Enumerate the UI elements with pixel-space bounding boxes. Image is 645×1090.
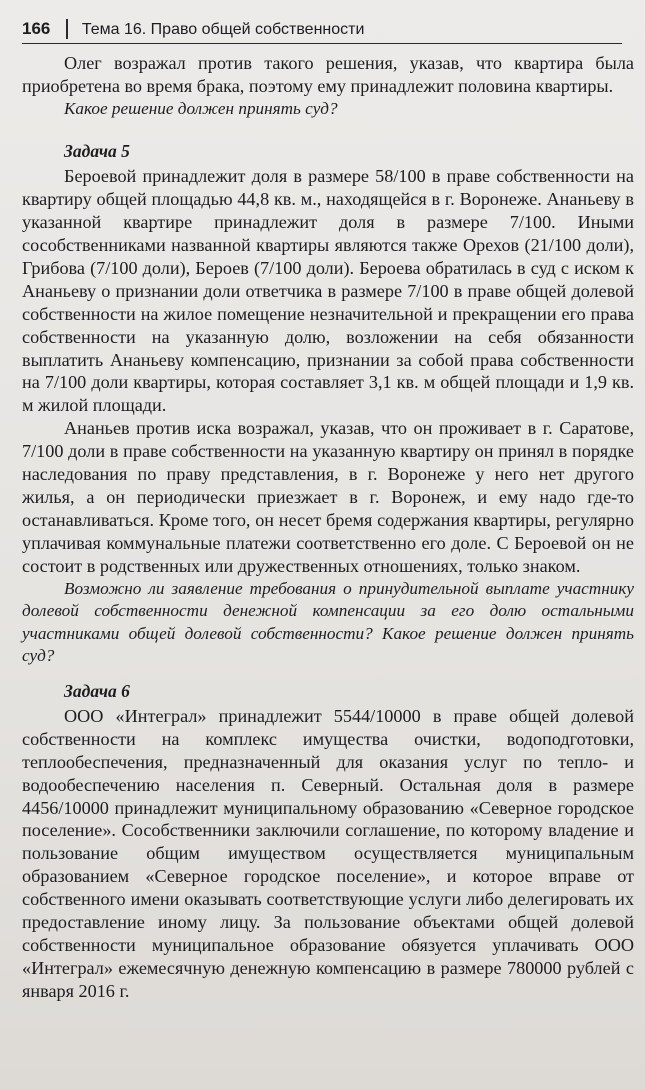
task5-question: Возможно ли заявление требования о принудительной выплате участнику долевой собственности денежной компенсации за его долю остальными участниками общей долевой собственности? Какое решение должен принять суд?	[22, 578, 634, 666]
header-divider	[66, 19, 68, 39]
page-number: 166	[22, 19, 51, 38]
task6-paragraph-1: ООО «Интеграл» принадлежит 5544/10000 в праве общей долевой собственности на комплекс имущества очистки, водоподготовки, теплообеспечения, предназначенный для оказания услуг по тепло- и водообеспечению населения п. Северный. Остальная доля в размере 4456/10000 принадлежит муниципальному образованию «Северное городское поселение». Сособственники заключили соглашение, по которому владение и пользование общим имуществом осуществляется муниципальным образованием «Северное городское поселение», и которое вправе от собственного имени оказывать соответствующие услуги либо делегировать их предоставление иному лицу. За пользование объектами общей долевой собственности муниципальное образование обязуется уплачивать ООО «Интеграл» ежемесячную денежную компенсацию в размере 780000 рублей с января 2016 г.	[22, 705, 634, 1001]
intro-paragraph: Олег возражал против такого решения, указав, что квартира была приобретена во время брака, поэтому ему принадлежит половина квартиры.	[22, 53, 634, 96]
task5-title: Задача 5	[64, 141, 130, 162]
running-header	[22, 12, 622, 44]
page-body	[22, 52, 634, 1003]
task5-paragraph-1: Бероевой принадлежит доля в размере 58/100 в праве собственности на квартиру общей площадью 44,8 кв. м., находящейся в г. Воронеже. Ананьеву в указанной квартире принадлежит доля в размере 7/100. Иными сособственниками названной квартиры являются также Орехов (21/100 доли), Грибова (7/100 доли), Бероев (7/100 доли). Бероева обратилась в суд с иском к Ананьеву о признании доли ответчика в размере 7/100 в праве общей долевой собственности на жилое помещение незначительной и прекращении его права собственности на указанную долю, возложении на себя обязанности выплатить Ананьеву компенсацию, признании за собой права собственности на 7/100 доли квартиры, которая составляет 3,1 кв. м общей площади и 1,9 кв. м жилой площади.	[22, 166, 634, 416]
chapter-title: Тема 16. Право общей собственности	[81, 21, 365, 38]
task5-paragraph-2: Ананьев против иска возражал, указав, что он проживает в г. Саратове, 7/100 доли в праве собственности на указанную квартиру он принял в порядке наследования по праву представления, в г. Воронеже у него нет другого жилья, а он периодически приезжает в г. Воронеж, и ему надо где-то останавливаться. Кроме того, он несет бремя содержания квартиры, регулярно уплачивая коммунальные платежи соответственно его доле. С Бероевой он не состоит в родственных или дружественных отношениях, только знаком.	[22, 418, 634, 576]
task6-title: Задача 6	[64, 681, 130, 701]
intro-question: Какое решение должен принять суд?	[64, 98, 338, 118]
